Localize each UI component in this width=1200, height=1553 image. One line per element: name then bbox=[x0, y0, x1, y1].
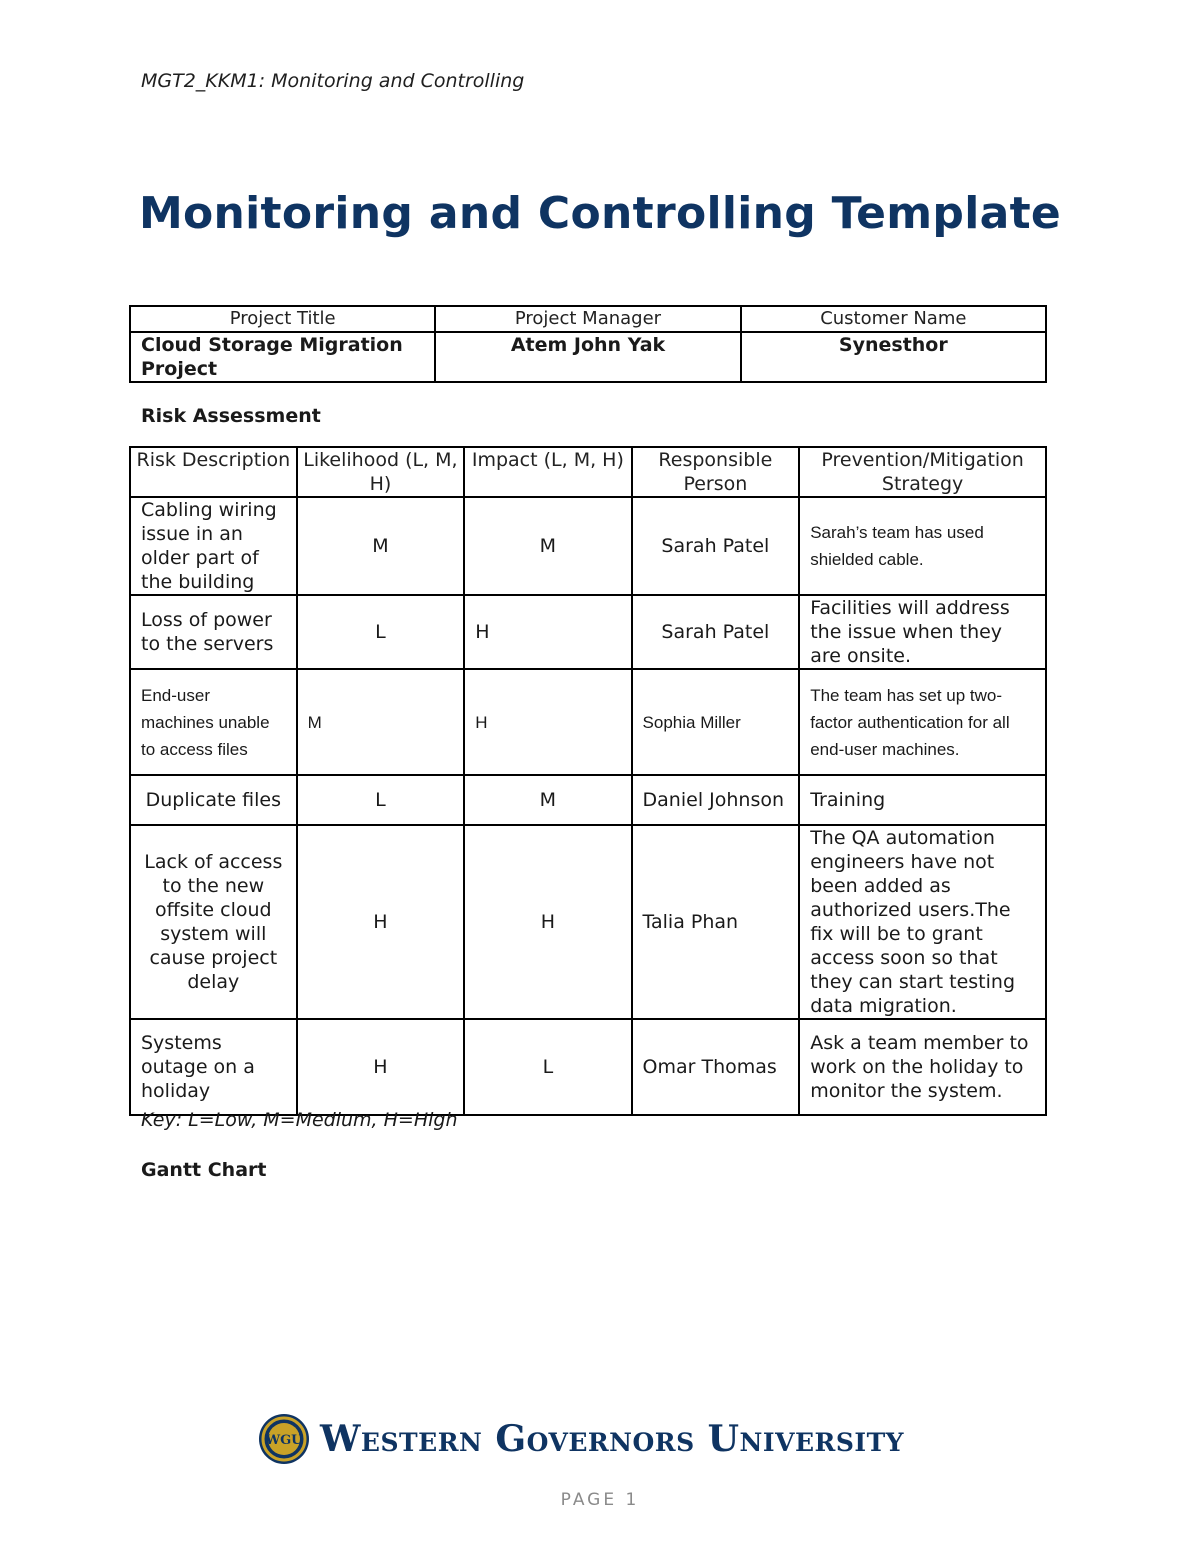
wgu-seal-icon bbox=[258, 1412, 310, 1466]
risk-description: Systems outage on a holiday bbox=[130, 1019, 297, 1115]
impact-header: Impact (L, M, H) bbox=[464, 447, 631, 497]
table-row bbox=[130, 497, 1046, 595]
responsible-person: Omar Thomas bbox=[632, 1019, 800, 1115]
responsible-person: Daniel Johnson bbox=[632, 775, 800, 825]
likelihood: H bbox=[297, 1019, 465, 1115]
strategy: The QA automation engineers have not been added as authorized users.The fix will be to grant access soon so that they can start testing data migration. bbox=[799, 825, 1046, 1019]
risk-description: End-user machines unable to access files bbox=[130, 669, 297, 775]
customer-name-value: Synesthor bbox=[741, 332, 1046, 382]
impact: H bbox=[464, 825, 631, 1019]
risk-assessment-heading: Risk Assessment bbox=[141, 405, 321, 427]
strategy: Ask a team member to work on the holiday to monitor the system. bbox=[799, 1019, 1046, 1115]
university-logo bbox=[258, 1412, 904, 1466]
risk-description-header: Risk Description bbox=[130, 447, 297, 497]
project-title-value: Cloud Storage Migration Project bbox=[130, 332, 435, 382]
risk-description: Cabling wiring issue in an older part of the building bbox=[130, 497, 297, 595]
strategy: Training bbox=[799, 775, 1046, 825]
gantt-chart-heading: Gantt Chart bbox=[141, 1159, 267, 1181]
impact: L bbox=[464, 1019, 631, 1115]
table-row bbox=[130, 595, 1046, 669]
responsible-person-header: Responsible Person bbox=[632, 447, 800, 497]
document-header: MGT2_KKM1: Monitoring and Controlling bbox=[141, 70, 525, 92]
strategy: Sarah’s team has used shielded cable. bbox=[799, 497, 1046, 595]
strategy-header: Prevention/Mitigation Strategy bbox=[799, 447, 1046, 497]
strategy: Facilities will address the issue when they are onsite. bbox=[799, 595, 1046, 669]
impact: M bbox=[464, 497, 631, 595]
risk-description: Loss of power to the servers bbox=[130, 595, 297, 669]
likelihood: L bbox=[297, 595, 465, 669]
table-row bbox=[130, 775, 1046, 825]
likelihood-header: Likelihood (L, M, H) bbox=[297, 447, 465, 497]
impact: M bbox=[464, 775, 631, 825]
customer-name-header: Customer Name bbox=[741, 306, 1046, 332]
responsible-person: Sophia Miller bbox=[632, 669, 800, 775]
risk-assessment-table bbox=[129, 446, 1047, 1116]
impact: H bbox=[464, 595, 631, 669]
table-row bbox=[130, 1019, 1046, 1115]
risk-key: Key: L=Low, M=Medium, H=High bbox=[141, 1109, 458, 1131]
university-name: Western Governors University bbox=[320, 1418, 905, 1460]
likelihood: M bbox=[297, 497, 465, 595]
likelihood: M bbox=[297, 669, 465, 775]
table-row bbox=[130, 669, 1046, 775]
project-manager-value: Atem John Yak bbox=[435, 332, 740, 382]
likelihood: H bbox=[297, 825, 465, 1019]
project-info-table bbox=[129, 305, 1047, 383]
table-row bbox=[130, 825, 1046, 1019]
risk-description: Duplicate files bbox=[130, 775, 297, 825]
page-title: Monitoring and Controlling Template bbox=[138, 188, 1062, 239]
risk-description: Lack of access to the new offsite cloud system will cause project delay bbox=[130, 825, 297, 1019]
responsible-person: Sarah Patel bbox=[632, 595, 800, 669]
project-manager-header: Project Manager bbox=[435, 306, 740, 332]
svg-text:WGU: WGU bbox=[265, 1433, 303, 1448]
likelihood: L bbox=[297, 775, 465, 825]
responsible-person: Sarah Patel bbox=[632, 497, 800, 595]
responsible-person: Talia Phan bbox=[632, 825, 800, 1019]
impact: H bbox=[464, 669, 631, 775]
page-number: PAGE 1 bbox=[560, 1490, 640, 1510]
project-title-header: Project Title bbox=[130, 306, 435, 332]
strategy: The team has set up two-factor authentication for all end-user machines. bbox=[799, 669, 1046, 775]
